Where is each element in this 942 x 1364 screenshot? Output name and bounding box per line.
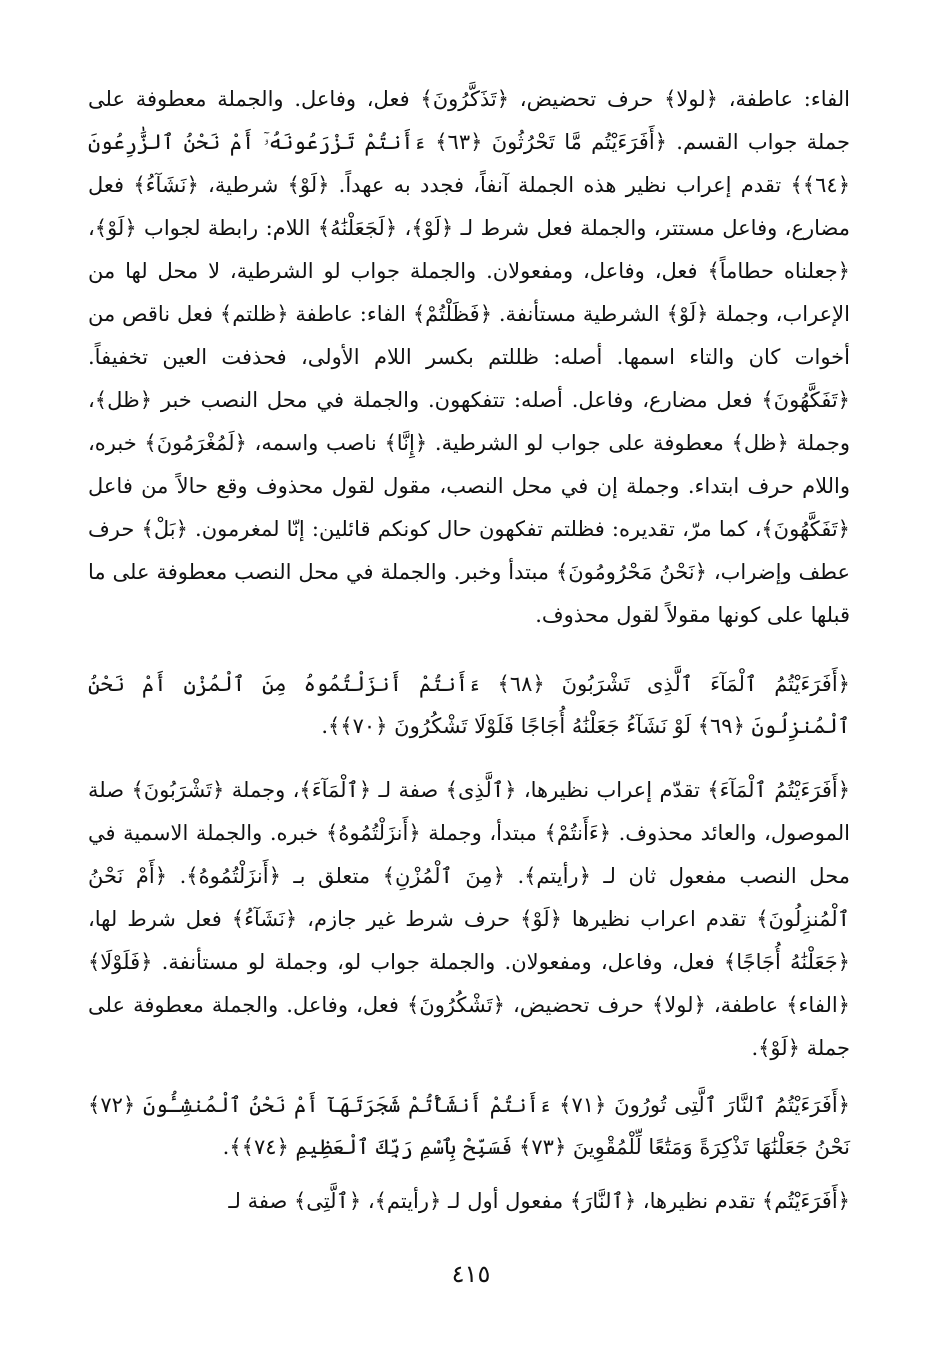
- page-content: [88, 78, 850, 1223]
- commentary-paragraph-1: الفاء: عاطفة، ﴿لولا﴾ حرف تحضيض، ﴿تَذَكَّرُونَ﴾ فعل، وفاعل. والجملة معطوفة على جملة جواب القسم. ﴿أَفَرَءَيْتُم مَّا تَحْرُثُونَ ﴿٦٣﴾ ءَأَنتُمْ تَزْرَعُونَهُۥٓ أَمْ نَحْنُ ٱلزَّٰرِعُونَ ﴿٦٤﴾﴾ تقدم إعراب نظير هذه الجملة آنفاً، فجدد به عهداً. ﴿لَوْ﴾ شرطية، ﴿نَشَآءُ﴾ فعل مضارع، وفاعل مستتر، والجملة فعل شرط لـ ﴿لَوْ﴾، ﴿لَجَعَلْنَٰهُ﴾ اللام: رابطة لجواب ﴿لَوْ﴾، ﴿جعلناه حطاماً﴾ فعل، وفاعل، ومفعولان. والجملة جواب لو الشرطية، لا محل لها من الإعراب، وجملة ﴿لَوْ﴾ الشرطية مستأنفة. ﴿فَظَلْتُمْ﴾ الفاء: عاطفة ﴿ظلتم﴾ فعل ناقص من أخوات كان والتاء اسمها. أصله: ظللتم بكسر اللام الأولى، فحذفت العين تخفيفاً. ﴿تَفَكَّهُونَ﴾ فعل مضارع، وفاعل. أصله: تتفكهون. والجملة في محل النصب خبر ﴿ظل﴾، وجملة ﴿ظل﴾ معطوفة على جواب لو الشرطية. ﴿إِنَّا﴾ ناصب واسمه، ﴿لَمُغْرَمُونَ﴾ خبره، واللام حرف ابتداء. وجملة إن في محل النصب، مقول لقول محذوف وقع حالاً من فاعل ﴿تَفَكَّهُونَ﴾، كما مرّ، تقديره: فظلتم تفكهون حال كونكم قائلين: إنّا لمغرمون. ﴿بَلْ﴾ حرف عطف وإضراب، ﴿نَحْنُ مَحْرُومُونَ﴾ مبتدأ وخبر. والجملة في محل النصب معطوفة على ما قبلها على كونها مقولاً لقول محذوف.: [88, 87, 850, 627]
- quran-verse-block-2: ﴿أَفَرَءَيْتُمُ ٱلنَّارَ ٱلَّتِى تُورُونَ ﴿٧١﴾ ءَأَنتُمْ أَنشَأْتُمْ شَجَرَتَهَآ أَمْ نَحْنُ ٱلْمُنشِـُٔونَ ﴿٧٢﴾ نَحْنُ جَعَلْنَٰهَا تَذْكِرَةً وَمَتَٰعًا لِّلْمُقْوِينَ ﴿٧٣﴾ فَسَبِّحْ بِٱسْمِ رَبِّكَ ٱلْعَظِيمِ ﴿٧٤﴾﴾.: [88, 1093, 850, 1159]
- page-number: ٤١٥: [451, 1260, 491, 1288]
- paragraph-gap: [88, 1070, 850, 1084]
- paragraph-gap: [88, 747, 850, 769]
- quran-verse-block-1: ﴿أَفَرَءَيْتُمُ ٱلْمَآءَ ٱلَّذِى تَشْرَبُونَ ﴿٦٨﴾ ءَأَنتُمْ أَنزَلْتُمُوهُ مِنَ ٱلْمُزْنِ أَمْ نَحْنُ ٱلْمُنزِلُونَ ﴿٦٩﴾ لَوْ نَشَآءُ جَعَلْنَٰهُ أُجَاجًا فَلَوْلَا تَشْكُرُونَ ﴿٧٠﴾﴾.: [88, 672, 850, 738]
- commentary-paragraph-2: ﴿أَفَرَءَيْتُمُ ٱلْمَآءَ﴾ تقدّم إعراب نظيرها، ﴿ٱلَّذِى﴾ صفة لـ ﴿ٱلْمَآءَ﴾، وجملة ﴿تَشْرَبُونَ﴾ صلة الموصول، والعائد محذوف. ﴿ءَأَنتُمْ﴾ مبتدأ، وجملة ﴿أَنزَلْتُمُوهُ﴾ خبره. والجملة الاسمية في محل النصب مفعول ثان لـ ﴿رأيتم﴾. ﴿مِنَ ٱلْمُزْنِ﴾ متعلق بـ ﴿أَنزَلْتُمُوهُ﴾. ﴿أَمْ نَحْنُ ٱلْمُنزِلُونَ﴾ تقدم اعراب نظيرها ﴿لَوْ﴾ حرف شرط غير جازم، ﴿نَشَآءُ﴾ فعل شرط لها، ﴿جَعَلْنَٰهُ أُجَاجًا﴾ فعل، وفاعل، ومفعولان. والجملة جواب لو، وجملة لو مستأنفة. ﴿فَلَوْلَا﴾ ﴿الفاء﴾ عاطفة، ﴿لولا﴾ حرف تحضيض، ﴿تَشْكُرُونَ﴾ فعل، وفاعل. والجملة معطوفة على جملة ﴿لَوْ﴾.: [88, 778, 850, 1060]
- paragraph-gap: [88, 1168, 850, 1180]
- commentary-paragraph-3: ﴿أَفَرَءَيْتُم﴾ تقدم نظيرها، ﴿ٱلنَّارَ﴾ مفعول أول لـ ﴿رأيتم﴾، ﴿ٱلَّتِى﴾ صفة لـ: [228, 1189, 850, 1213]
- paragraph-gap: [88, 637, 850, 663]
